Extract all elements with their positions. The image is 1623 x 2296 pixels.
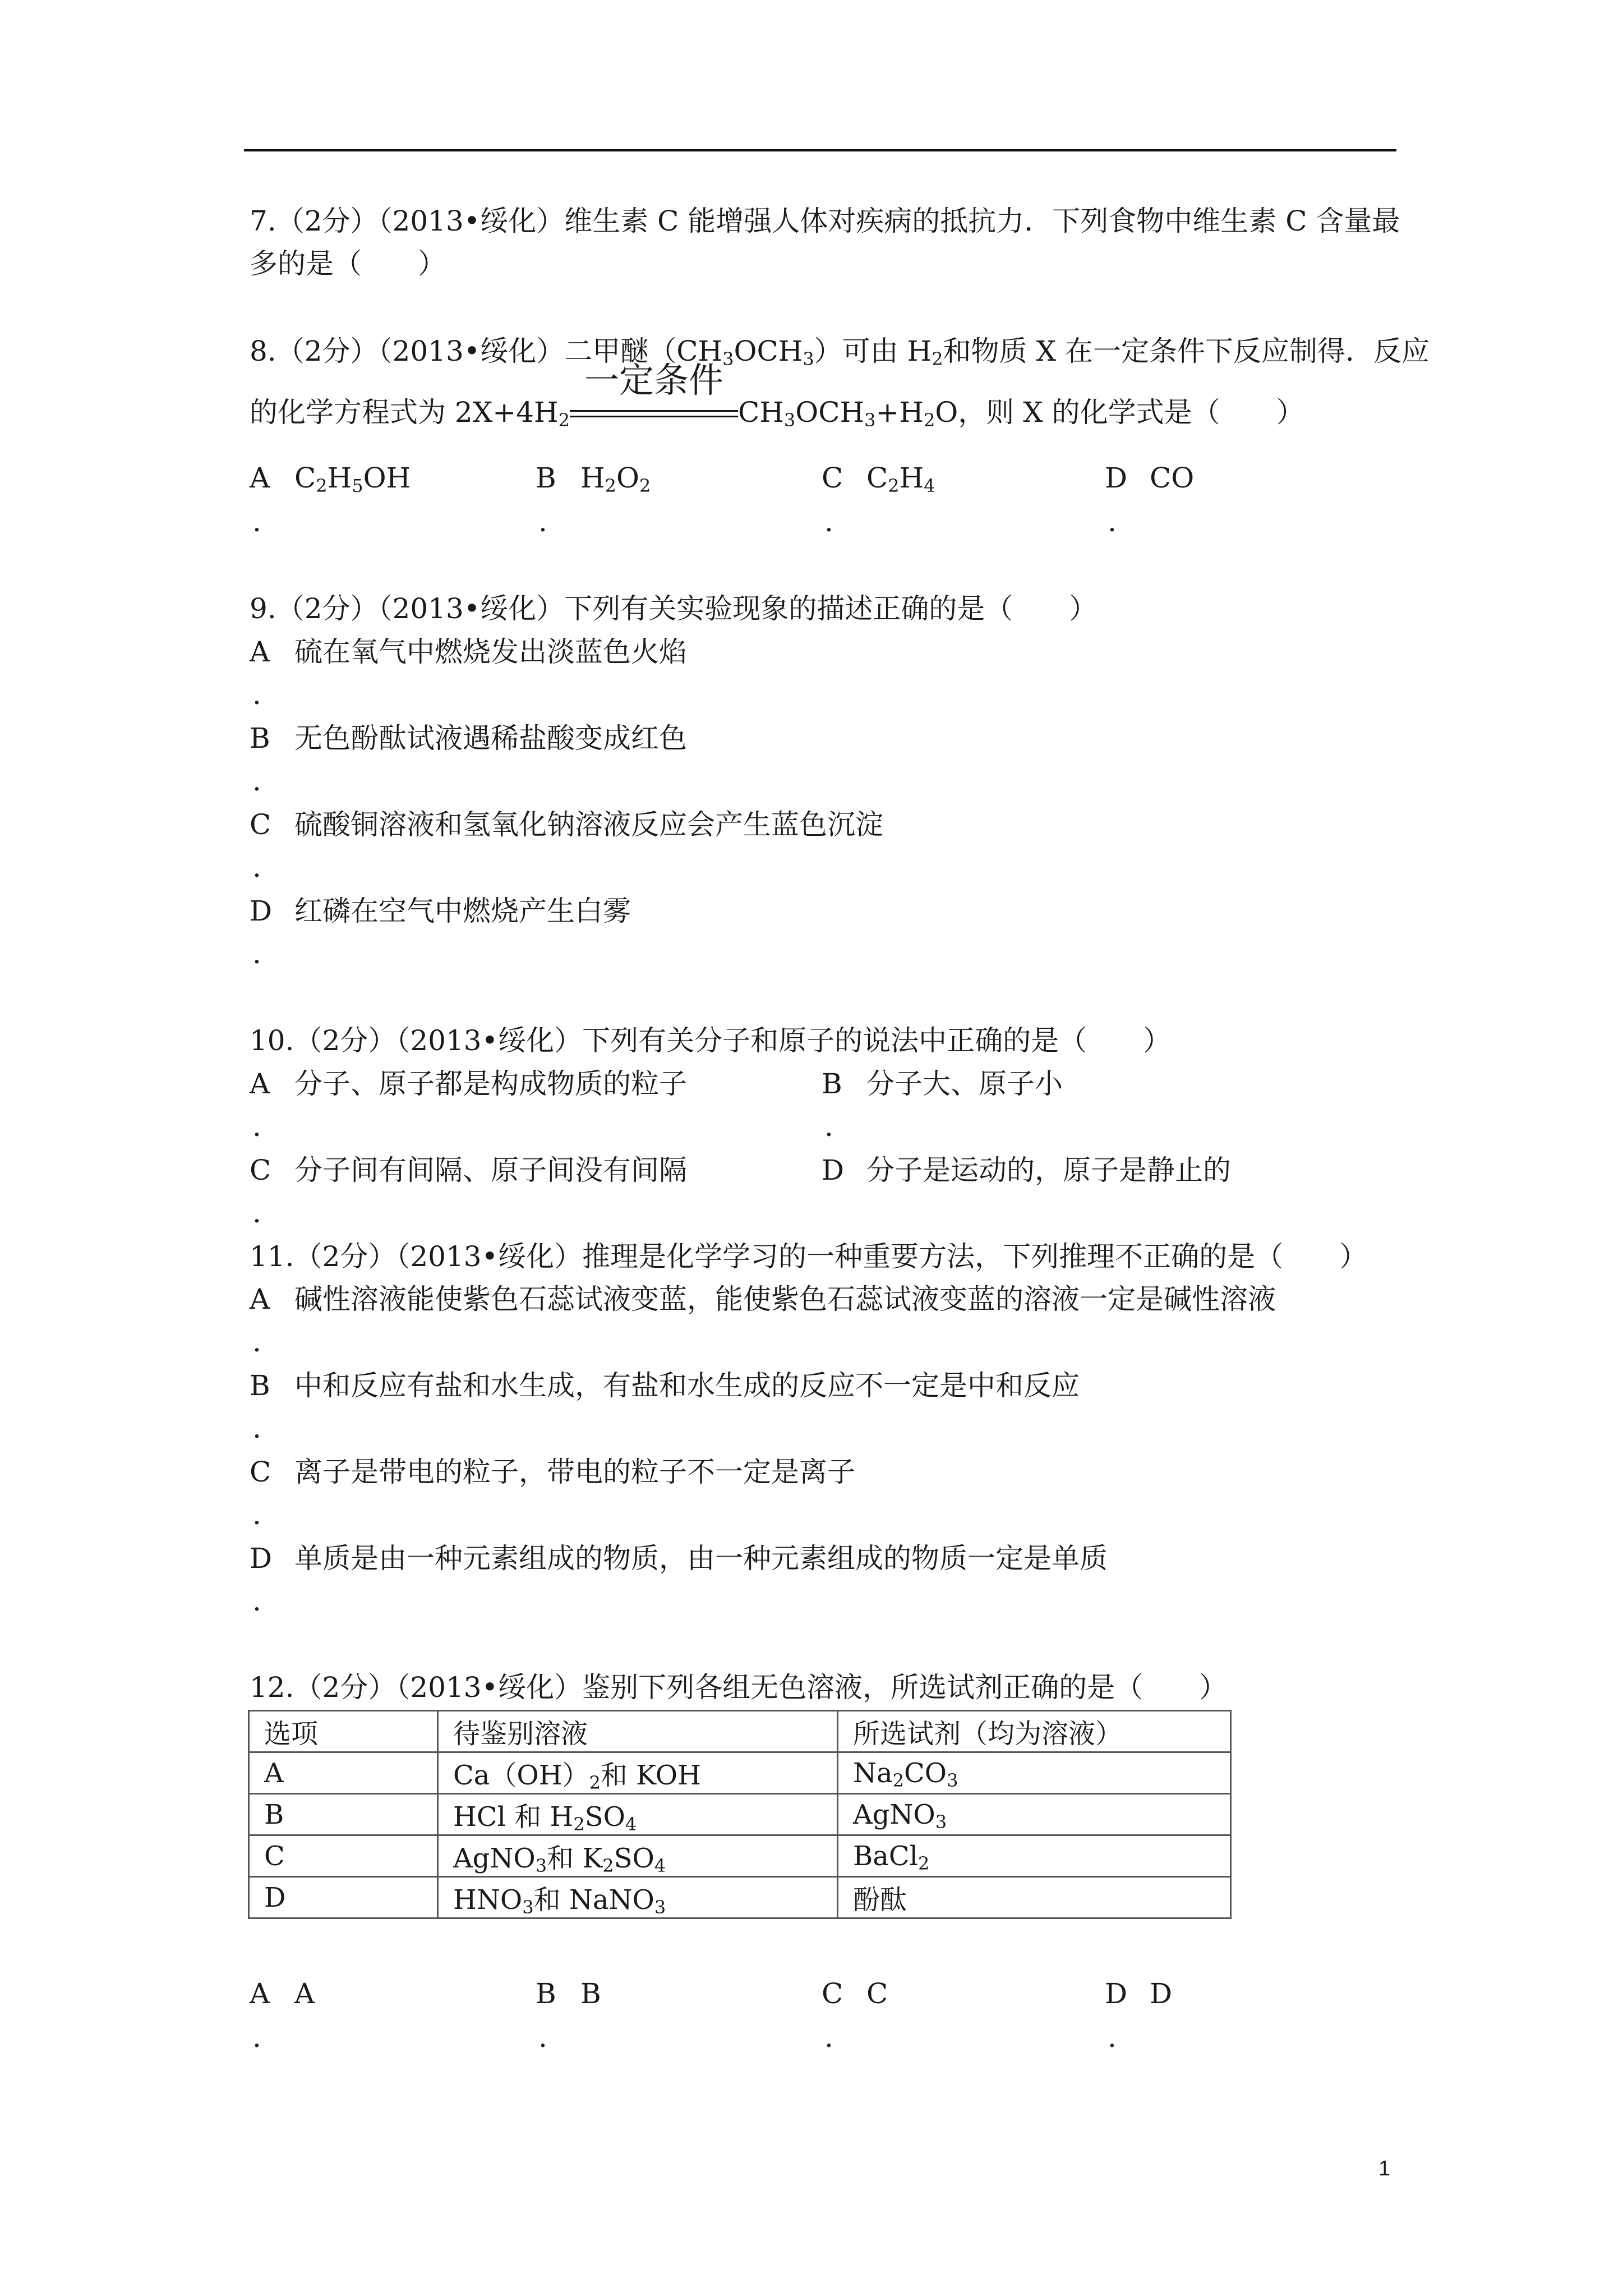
- q12-option-c[interactable]: C C: [822, 1977, 888, 2010]
- table-cell: $HNO_3$和 NaNO$_3$: [438, 1877, 838, 1918]
- q8-option-a[interactable]: A $C_2H_5OH$: [250, 462, 411, 496]
- header-rule: [244, 149, 1396, 151]
- table-cell: AgNO$_3$: [838, 1794, 1231, 1835]
- q8-option-dot: .: [1108, 505, 1117, 538]
- table-header-cell: 所选试剂（均为溶液）: [838, 1711, 1231, 1752]
- q9-option-dot: .: [252, 851, 261, 884]
- table-row: [249, 1835, 1231, 1877]
- table-cell: A: [249, 1752, 438, 1794]
- q11-option-c[interactable]: C 离子是带电的粒子，带电的粒子不一定是离子: [250, 1456, 855, 1488]
- table-row: [249, 1752, 1231, 1794]
- q10-option-c[interactable]: C 分子间有间隔、原子间没有间隔: [250, 1154, 687, 1186]
- q12-option-a[interactable]: A A: [250, 1977, 315, 2010]
- q12-option-dot: .: [1108, 2021, 1117, 2054]
- table-cell: BaCl$_2$: [838, 1835, 1231, 1877]
- q11-option-dot: .: [252, 1326, 261, 1358]
- table-cell: 酚酞: [838, 1877, 1231, 1918]
- q12-option-dot: .: [824, 2021, 833, 2054]
- table-cell: HCl 和 $H_2SO_4$: [438, 1794, 838, 1835]
- q11-stem: 11.（2分）（2013•绥化）推理是化学学习的一种重要方法，下列推理不正确的是（ ）: [250, 1240, 1368, 1273]
- table-cell: AgNO$_3$和 $K_2SO_4$: [438, 1835, 838, 1877]
- q9-option-dot: .: [252, 678, 261, 711]
- table-cell: B: [249, 1794, 438, 1835]
- table-cell: C: [249, 1835, 438, 1877]
- q11-option-b[interactable]: B 中和反应有盐和水生成，有盐和水生成的反应不一定是中和反应: [250, 1369, 1080, 1402]
- q12-stem: 12.（2分）（2013•绥化）鉴别下列各组无色溶液，所选试剂正确的是（ ）: [250, 1671, 1228, 1704]
- q9-option-b[interactable]: B 无色酚酞试液遇稀盐酸变成红色: [250, 722, 687, 754]
- q10-option-d[interactable]: D 分子是运动的，原子是静止的: [822, 1154, 1231, 1186]
- q8-equation-line: [250, 360, 1304, 431]
- q8-option-c[interactable]: C $C_2H_4$: [822, 462, 935, 496]
- q12-option-b[interactable]: B B: [536, 1977, 601, 2010]
- q10-stem: 10.（2分）（2013•绥化）下列有关分子和原子的说法中正确的是（ ）: [250, 1024, 1172, 1057]
- q8-equation-suffix: $CH_3OCH_3+H_2O$，则 X 的化学式是（ ）: [737, 396, 1304, 431]
- q9-option-c[interactable]: C 硫酸铜溶液和氢氧化钠溶液反应会产生蓝色沉淀: [250, 808, 883, 841]
- q8-option-dot: .: [252, 505, 261, 538]
- q9-stem: 9.（2分）（2013•绥化）下列有关实验现象的描述正确的是（ ）: [250, 592, 1098, 625]
- table-header-cell: 选项: [249, 1711, 438, 1752]
- q8-option-dot: .: [824, 505, 833, 538]
- q12-option-d[interactable]: D D: [1105, 1977, 1173, 2010]
- table-row: [249, 1794, 1231, 1835]
- page-number: 1: [1378, 2157, 1391, 2180]
- q8-stem-line1: 8.（2分）（2013•绥化）二甲醚$(CH_3OCH_3)$可由 $H_2$和物质 X 在一定条件下反应制得．反应: [250, 335, 1430, 370]
- q12-option-dot: .: [252, 2021, 261, 2054]
- table-header-cell: 待鉴别溶液: [438, 1711, 838, 1752]
- q12-option-dot: .: [538, 2021, 547, 2054]
- q11-option-a[interactable]: A 碱性溶液能使紫色石蕊试液变蓝，能使紫色石蕊试液变蓝的溶液一定是碱性溶液: [250, 1283, 1276, 1315]
- q9-option-dot: .: [252, 765, 261, 797]
- q7-stem-line2: 多的是（ ）: [250, 247, 446, 280]
- q8-reaction-condition-arrow: [570, 360, 738, 429]
- q8-reaction-condition: 一定条件: [584, 360, 723, 401]
- q8-option-b[interactable]: B $H_2O_2$: [536, 462, 651, 496]
- q8-option-dot: .: [538, 505, 547, 538]
- q11-option-dot: .: [252, 1585, 261, 1617]
- table-cell: $Na_2CO_3$: [838, 1752, 1231, 1794]
- q11-option-dot: .: [252, 1498, 261, 1531]
- table-row: [249, 1877, 1231, 1918]
- q10-option-b[interactable]: B 分子大、原子小: [822, 1068, 1063, 1100]
- q10-option-dot: .: [252, 1197, 261, 1229]
- table-header-row: [249, 1711, 1231, 1752]
- table-cell: $Ca(OH)_2$和 KOH: [438, 1752, 838, 1794]
- q9-option-d[interactable]: D 红磷在空气中燃烧产生白雾: [250, 895, 631, 927]
- q7-stem-line1: 7.（2分）（2013•绥化）维生素 C 能增强人体对疾病的抵抗力．下列食物中维生素 C 含量最: [250, 205, 1400, 237]
- q10-option-dot: .: [824, 1110, 833, 1143]
- q10-option-dot: .: [252, 1110, 261, 1143]
- q9-option-a[interactable]: A 硫在氧气中燃烧发出淡蓝色火焰: [250, 636, 687, 668]
- table-cell: D: [249, 1877, 438, 1918]
- q8-equation-prefix: 的化学方程式为 $2X+4H_2$: [250, 396, 570, 431]
- q12-table: [248, 1710, 1232, 1919]
- q11-option-d[interactable]: D 单质是由一种元素组成的物质，由一种元素组成的物质一定是单质: [250, 1542, 1108, 1575]
- q11-option-dot: .: [252, 1412, 261, 1444]
- q8-option-d[interactable]: D CO: [1105, 462, 1195, 494]
- q10-option-a[interactable]: A 分子、原子都是构成物质的粒子: [250, 1068, 687, 1100]
- q9-option-dot: .: [252, 937, 261, 970]
